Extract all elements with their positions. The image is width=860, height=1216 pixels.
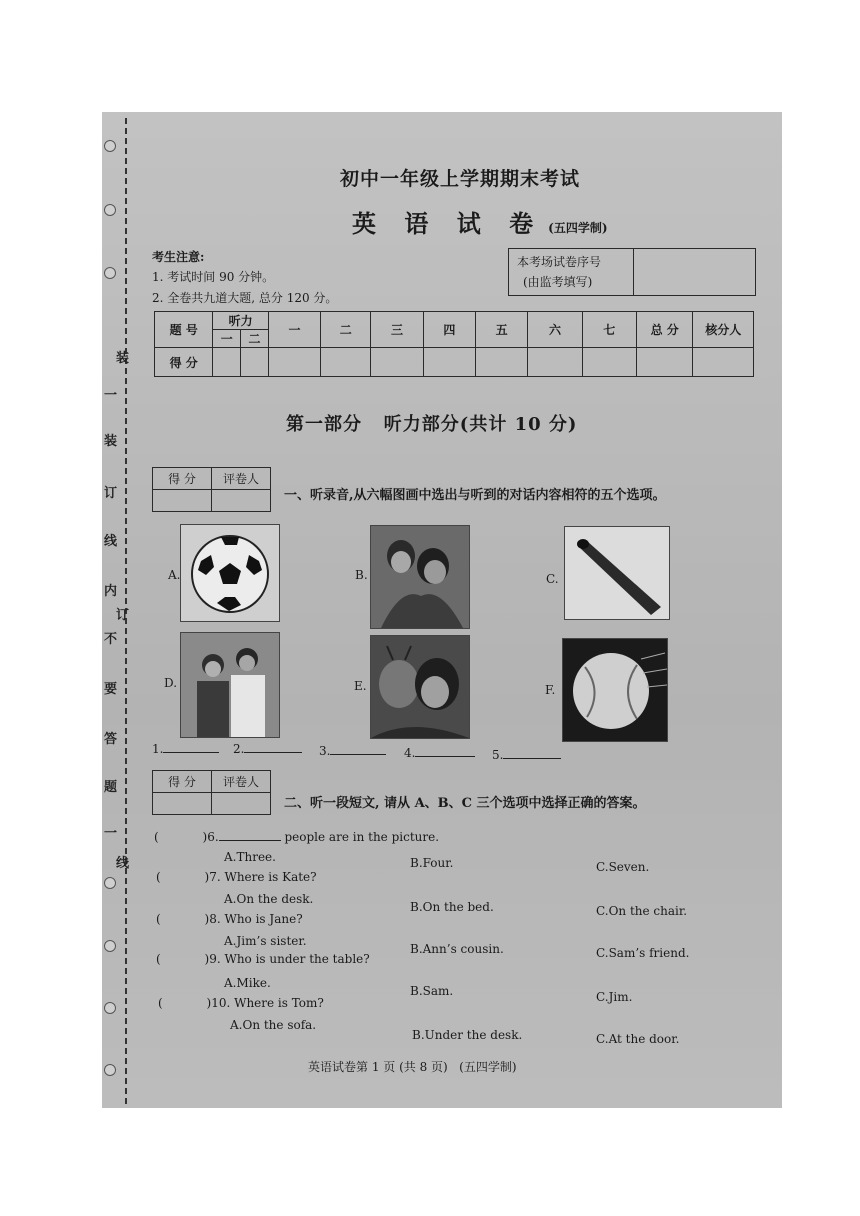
answer-paren[interactable]: (	[156, 912, 161, 926]
option-b[interactable]: B.Ann’s cousin.	[410, 942, 504, 956]
punch-hole-icon	[104, 940, 116, 952]
page-footer: 英语试卷第 1 页 (共 8 页) (五四学制)	[308, 1060, 517, 1074]
binding-char: 装	[104, 434, 118, 449]
binding-char: 内	[104, 584, 118, 599]
serial-number-box	[508, 248, 756, 296]
question-6	[154, 830, 439, 844]
question-9	[156, 952, 370, 966]
serial-label: 本考场试卷序号	[517, 255, 602, 269]
grader-score-cell[interactable]	[153, 793, 212, 815]
baseball-icon[interactable]	[562, 638, 668, 742]
score-cell[interactable]	[582, 348, 636, 377]
picture-letter: B.	[355, 568, 368, 582]
column-header: 总 分	[636, 312, 692, 348]
score-cell[interactable]	[241, 348, 269, 377]
binding-char: 线	[104, 534, 118, 549]
serial-divider	[633, 249, 634, 295]
picture-letter: D.	[164, 676, 178, 690]
girl-with-robot-photo-icon[interactable]	[370, 635, 470, 739]
row-label: 得 分	[155, 348, 213, 377]
two-boys-photo-icon[interactable]	[180, 632, 280, 738]
option-a[interactable]: A.On the desk.	[224, 892, 314, 906]
grader-label: 评卷人	[212, 771, 271, 793]
notice-line: 1. 考试时间 90 分钟。	[152, 270, 275, 284]
blank-number: 1.	[152, 742, 164, 756]
option-c[interactable]: C.Sam’s friend.	[596, 946, 690, 960]
answer-blank[interactable]	[233, 742, 302, 756]
question-number: )9.	[204, 952, 221, 966]
question-7	[156, 870, 317, 884]
question-stem: Where is Kate?	[224, 870, 317, 884]
binding-char: 答	[104, 732, 118, 747]
binding-char: 线	[116, 856, 130, 871]
option-b[interactable]: B.Four.	[410, 856, 454, 870]
grader-score-label: 得 分	[153, 468, 212, 490]
grader-name-cell[interactable]	[212, 793, 271, 815]
option-b[interactable]: B.On the bed.	[410, 900, 494, 914]
punch-hole-icon	[104, 877, 116, 889]
answer-paren[interactable]: (	[154, 830, 159, 844]
blank-number: 3.	[319, 744, 331, 758]
punch-hole-icon	[104, 140, 116, 152]
paper-note: (五四学制)	[548, 221, 608, 235]
picture-letter: C.	[546, 572, 559, 586]
question-stem: Who is under the table?	[224, 952, 370, 966]
question-10	[158, 996, 324, 1010]
score-cell[interactable]	[528, 348, 582, 377]
question-stem: Where is Tom?	[234, 996, 324, 1010]
column-header: 七	[582, 312, 636, 348]
column-header: 三	[371, 312, 423, 348]
answer-blank[interactable]	[152, 742, 219, 756]
column-header: 四	[423, 312, 475, 348]
answer-paren[interactable]: (	[158, 996, 163, 1010]
answer-blank[interactable]	[404, 746, 475, 760]
column-header: 六	[528, 312, 582, 348]
column-header: 一	[268, 312, 320, 348]
option-c[interactable]: C.Jim.	[596, 990, 633, 1004]
punch-hole-icon	[104, 1002, 116, 1014]
option-b[interactable]: B.Sam.	[410, 984, 454, 998]
option-a[interactable]: A.On the sofa.	[230, 1018, 317, 1032]
binding-char: 订	[104, 486, 118, 501]
exam-title: 初中一年级上学期期末考试	[340, 168, 581, 190]
binding-char: 一	[104, 826, 118, 841]
listening-header: 听力	[213, 312, 268, 330]
paper-title: 英 语 试 卷	[352, 209, 544, 238]
section2-instruction: 二、听一段短文, 请从 A、B、C 三个选项中选择正确的答案。	[284, 796, 646, 811]
column-header: 五	[475, 312, 527, 348]
question-number: )10.	[206, 996, 231, 1010]
grader-label: 评卷人	[212, 468, 271, 490]
binding-char: 装	[116, 351, 130, 366]
grader-box	[152, 770, 271, 815]
score-cell[interactable]	[268, 348, 320, 377]
option-b[interactable]: B.Under the desk.	[412, 1028, 523, 1042]
grader-score-label: 得 分	[153, 771, 212, 793]
answer-paren[interactable]: (	[156, 870, 161, 884]
answer-blank[interactable]	[492, 748, 561, 762]
soccer-ball-icon[interactable]	[180, 524, 280, 622]
option-c[interactable]: C.On the chair.	[596, 904, 688, 918]
punch-hole-icon	[104, 204, 116, 216]
section1-instruction: 一、听录音,从六幅图画中选出与听到的对话内容相符的五个选项。	[284, 488, 666, 503]
column-header: 核分人	[693, 312, 754, 348]
option-c[interactable]: C.At the door.	[596, 1032, 680, 1046]
question-stem: people are in the picture.	[284, 830, 440, 844]
blank-number: 4.	[404, 746, 416, 760]
score-cell[interactable]	[321, 348, 371, 377]
picture-letter: A.	[168, 568, 181, 582]
score-table	[154, 311, 754, 377]
option-a[interactable]: A.Three.	[224, 850, 276, 864]
notice-line: 2. 全卷共九道大题, 总分 120 分。	[152, 291, 338, 305]
score-cell[interactable]	[636, 348, 692, 377]
blank-number: 2.	[233, 742, 245, 756]
blank-number: 5.	[492, 748, 504, 762]
option-c[interactable]: C.Seven.	[596, 860, 650, 874]
baseball-bat-icon[interactable]	[564, 526, 670, 620]
answer-paren[interactable]: (	[156, 952, 161, 966]
listening-sub: 一	[213, 330, 241, 348]
question-number: )8.	[204, 912, 221, 926]
score-cell[interactable]	[423, 348, 475, 377]
score-cell[interactable]	[213, 348, 241, 377]
punch-hole-icon	[104, 1064, 116, 1076]
serial-note: (由监考填写)	[523, 275, 593, 289]
option-a[interactable]: A.Jim’s sister.	[224, 934, 307, 948]
question-stem: Who is Jane?	[224, 912, 303, 926]
score-cell[interactable]	[371, 348, 423, 377]
binding-char: 一	[104, 388, 118, 403]
grader-box	[152, 467, 271, 512]
column-header: 二	[321, 312, 371, 348]
notice-heading: 考生注意:	[152, 250, 205, 264]
answer-blank[interactable]	[319, 744, 386, 758]
girl-and-woman-photo-icon[interactable]	[370, 525, 470, 629]
punch-hole-icon	[104, 267, 116, 279]
binding-char: 要	[104, 682, 118, 697]
binding-char: 题	[104, 780, 118, 795]
picture-letter: E.	[354, 679, 367, 693]
exam-page	[102, 112, 782, 1108]
picture-letter: F.	[545, 683, 556, 697]
question-8	[156, 912, 303, 926]
part1-title: 第一部分 听力部分(共计 10 分)	[286, 414, 578, 435]
binding-char: 不	[104, 632, 118, 647]
question-number: )7.	[204, 870, 221, 884]
question-number: )6.	[202, 830, 219, 844]
grader-score-cell[interactable]	[153, 490, 212, 512]
score-cell[interactable]	[475, 348, 527, 377]
score-cell[interactable]	[693, 348, 754, 377]
row-label: 题 号	[155, 312, 213, 348]
grader-name-cell[interactable]	[212, 490, 271, 512]
binding-char: 订	[116, 608, 130, 623]
listening-sub: 二	[241, 330, 269, 348]
paper-title-block	[352, 204, 608, 239]
option-a[interactable]: A.Mike.	[224, 976, 271, 990]
